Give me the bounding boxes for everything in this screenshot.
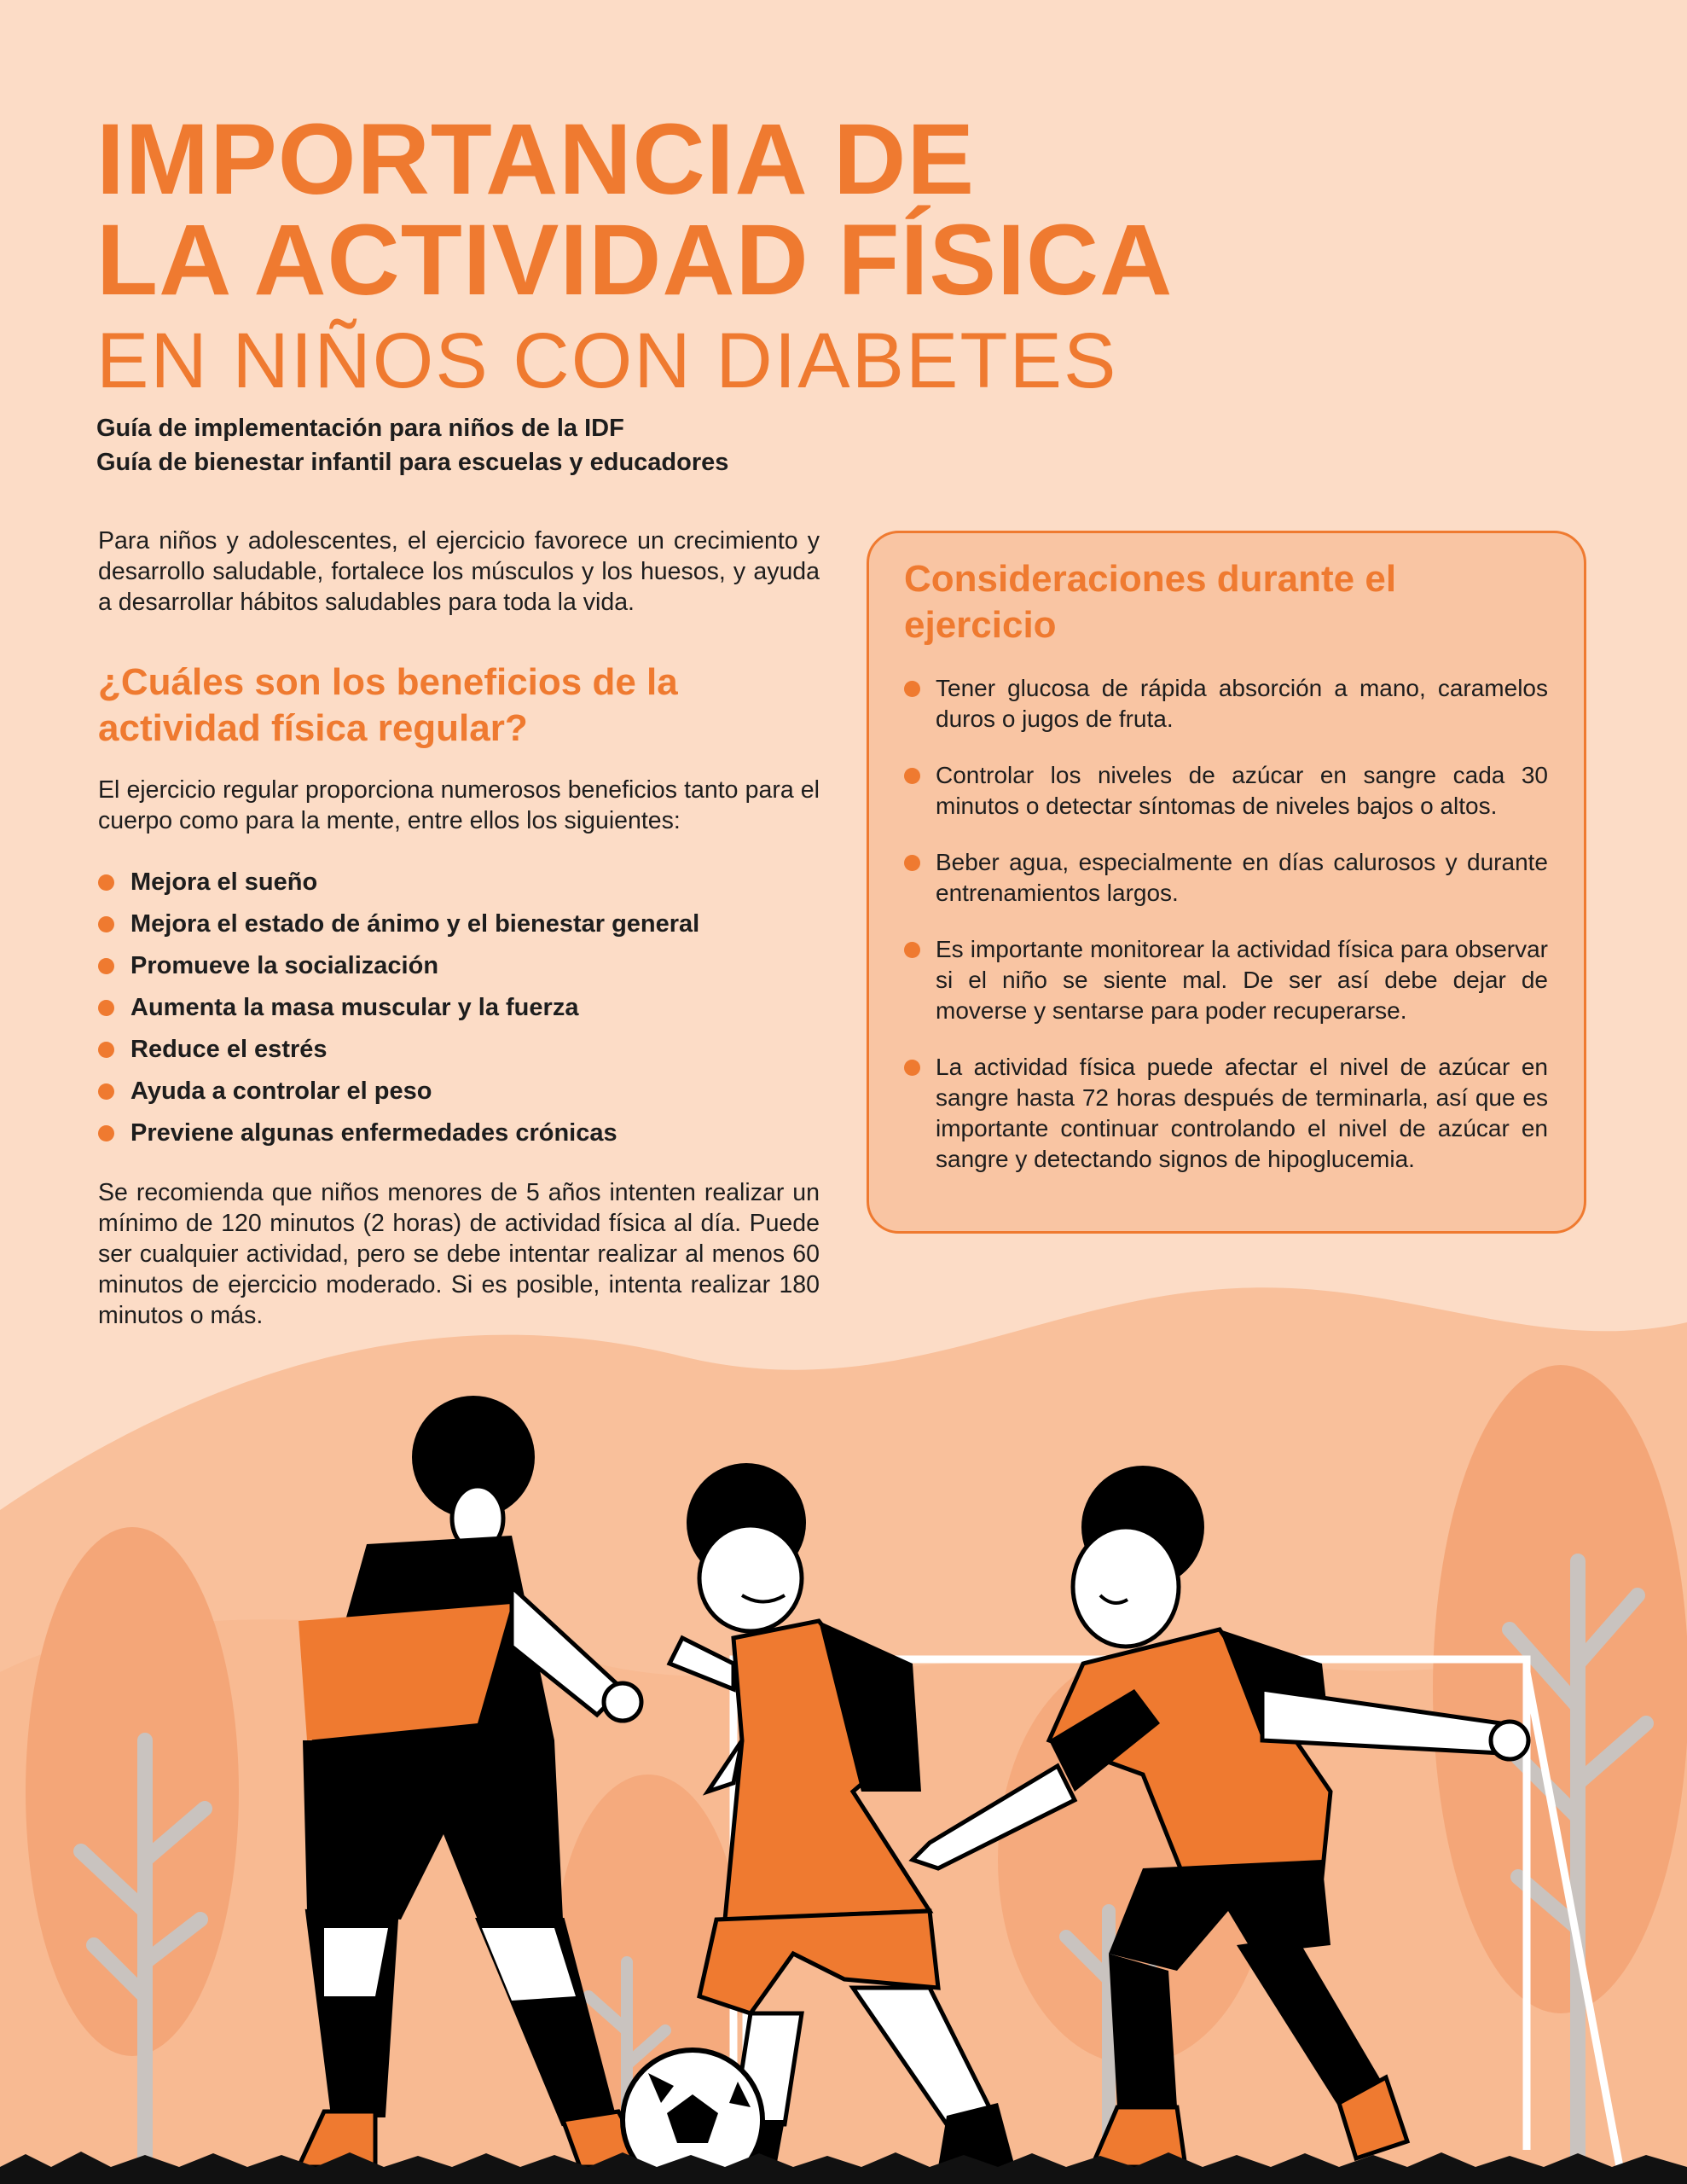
bullet-dot-icon [98, 916, 114, 932]
title-line-1: IMPORTANCIA DE [96, 103, 976, 216]
guide-line-2: Guía de bienestar infantil para escuelas y educadores [96, 449, 729, 476]
consideration-text: Es importante monitorear la actividad física para observar si el niño se siente mal. De ser así debe dejar de moverse y sentarse para poder recuperarse. [936, 936, 1548, 1024]
consideration-item [904, 934, 1548, 1026]
benefit-text: Previene algunas enfermedades crónicas [130, 1119, 617, 1147]
bullet-dot-icon [98, 1000, 114, 1016]
benefit-text: Mejora el sueño [130, 868, 318, 896]
benefits-list [98, 862, 699, 1154]
subtitle: EN NIÑOS CON DIABETES [96, 317, 1118, 404]
benefits-intro: El ejercicio regular proporciona numerosos beneficios tanto para el cuerpo como para la mente, entre ellos los siguientes: [98, 776, 820, 834]
bullet-dot-icon [98, 958, 114, 974]
benefit-item [98, 903, 699, 945]
benefit-item [98, 1112, 699, 1154]
benefit-item [98, 862, 699, 903]
intro-paragraph: Para niños y adolescentes, el ejercicio favorece un crecimiento y desarrollo saludable, fortalece los músculos y los huesos, y ayuda a desarrollar hábitos saludables para toda la vida. [98, 527, 820, 616]
consideration-item [904, 673, 1548, 735]
benefit-text: Reduce el estrés [130, 1036, 328, 1063]
bullet-dot-icon [904, 768, 920, 784]
benefits-heading: ¿Cuáles son los beneficios de la actividad física regular? [98, 661, 678, 749]
benefit-item [98, 945, 699, 987]
consideration-text: La actividad física puede afectar el nivel de azúcar en sangre hasta 72 horas después de terminarla, así que es importante continuar controlando el nivel de azúcar en sangre y detectando signos de hipoglucemia. [936, 1054, 1548, 1172]
guide-line-1: Guía de implementación para niños de la IDF [96, 415, 624, 442]
consideration-text: Beber agua, especialmente en días calurosos y durante entrenamientos largos. [936, 849, 1548, 906]
bullet-dot-icon [98, 1083, 114, 1100]
consideration-item [904, 760, 1548, 822]
soccer-illustration [0, 1263, 1687, 2184]
bullet-dot-icon [904, 855, 920, 871]
bullet-dot-icon [98, 1125, 114, 1141]
bullet-dot-icon [904, 942, 920, 958]
benefit-item [98, 1029, 699, 1071]
considerations-list [904, 673, 1548, 1200]
title-line-2: LA ACTIVIDAD FÍSICA [96, 204, 1174, 317]
bullet-dot-icon [98, 1042, 114, 1058]
benefit-text: Aumenta la masa muscular y la fuerza [130, 994, 579, 1021]
benefit-text: Ayuda a controlar el peso [130, 1077, 432, 1105]
consideration-item [904, 1052, 1548, 1175]
benefit-text: Promueve la socialización [130, 952, 439, 979]
consideration-item [904, 847, 1548, 909]
benefit-item [98, 987, 699, 1029]
benefit-text: Mejora el estado de ánimo y el bienestar general [130, 910, 700, 938]
consideration-text: Tener glucosa de rápida absorción a mano, caramelos duros o jugos de fruta. [936, 675, 1548, 732]
bullet-dot-icon [904, 681, 920, 697]
bullet-dot-icon [98, 874, 114, 891]
considerations-heading: Consideraciones durante el ejercicio [904, 558, 1397, 646]
bullet-dot-icon [904, 1060, 920, 1076]
recommendation-paragraph: Se recomienda que niños menores de 5 años intenten realizar un mínimo de 120 minutos (2 horas) de actividad física al día. Puede ser cualquier actividad, pero se debe intentar realizar al menos 60 minutos de ejercicio moderado. Si es posible, intenta realizar 180 minutos o más. [98, 1179, 820, 1329]
consideration-text: Controlar los niveles de azúcar en sangre cada 30 minutos o detectar síntomas de niveles bajos o altos. [936, 762, 1548, 819]
benefit-item [98, 1071, 699, 1112]
